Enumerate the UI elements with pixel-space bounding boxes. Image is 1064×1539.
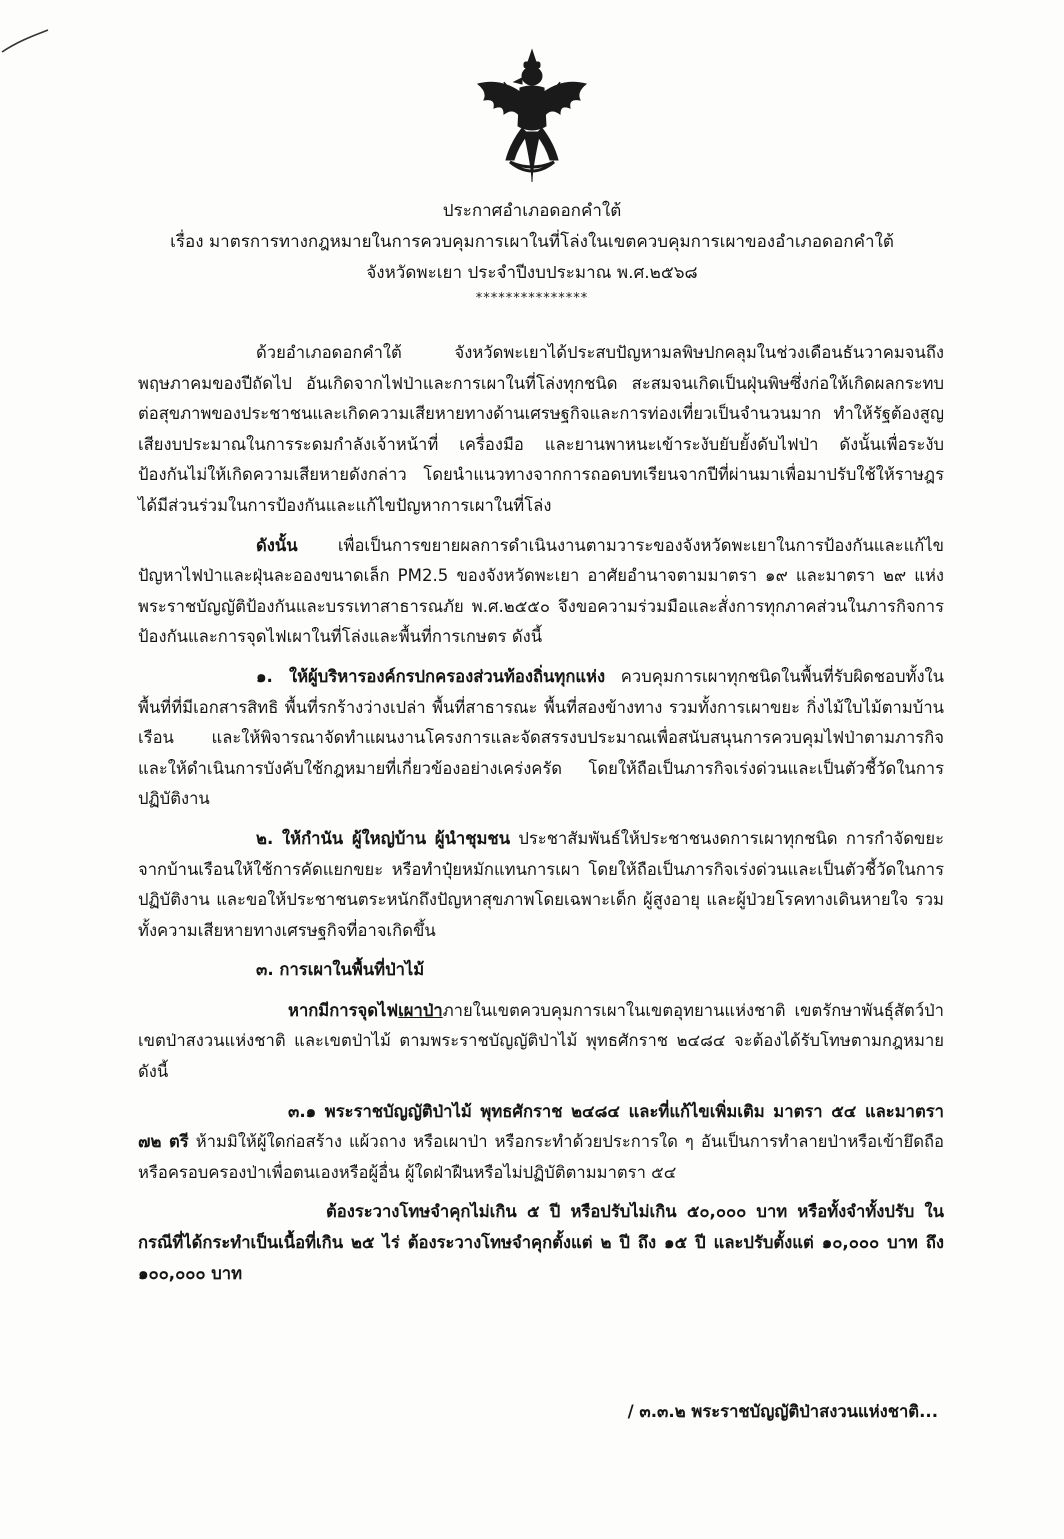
item-3-1 bbox=[138, 1097, 944, 1189]
announcement-subject: เรื่อง มาตรการทางกฎหมายในการควบคุมการเผาในที่โล่งในเขตควบคุมการเผาของอำเภอดอกคำใต้ bbox=[170, 232, 894, 252]
header-separator: *************** bbox=[475, 291, 589, 306]
item-3-lead-underlined: เผาป่า bbox=[398, 1000, 443, 1020]
item-3-1-lead: ๓.๑ พระราชบัญญัติป่าไม้ พุทธศักราช ๒๔๘๔ และที่แก้ไขเพิ่มเติม มาตรา ๕๔ และมาตรา ๗๒ ตรี bbox=[138, 1101, 944, 1152]
announcement-title: ประกาศอำเภอดอกคำใต้ bbox=[442, 201, 622, 221]
announcement-header bbox=[120, 196, 944, 309]
paragraph-2 bbox=[138, 531, 944, 653]
scan-pen-mark bbox=[0, 0, 80, 60]
item-1-lead: ๑. ให้ผู้บริหารองค์กรปกครองส่วนท้องถิ่นทุกแห่ง bbox=[256, 666, 606, 686]
paragraph-2-text: เพื่อเป็นการขยายผลการดำเนินงานตามวาระของจังหวัดพะเยาในการป้องกันและแก้ไขปัญหาไฟป่าและฝุ่นละอองขนาดเล็ก PM2.5 ของจังหวัดพะเยา อาศัยอำนาจตามมาตรา ๑๙ และมาตรา ๒๙ แห่งพระราชบัญญัติป้องกันและบรรเทาสาธารณภัย พ.ศ.๒๕๕๐ จึงขอความร่วมมือและสั่งการทุกภาคส่วนในภารกิจการป้องกันและการจุดไฟเผาในที่โล่งและพื้นที่การเกษตร ดังนี้ bbox=[138, 535, 944, 647]
continuation-note: / ๓.๓.๒ พระราชบัญญัติป่าสงวนแห่งชาติ... bbox=[627, 1402, 938, 1421]
item-2-lead: ๒. ให้กำนัน ผู้ใหญ่บ้าน ผู้นำชุมชน bbox=[256, 828, 511, 848]
penalty-paragraph: ต้องระวางโทษจำคุกไม่เกิน ๕ ปี หรือปรับไม่เกิน ๕๐,๐๐๐ บาท หรือทั้งจำทั้งปรับ ในกรณีที่ได้กระทำเป็นเนื้อที่เกิน ๒๕ ไร่ ต้องระวางโทษจำคุกตั้งแต่ ๒ ปี ถึง ๑๕ ปี และปรับตั้งแต่ ๑๐,๐๐๐ บาท ถึง ๑๐๐,๐๐๐ บาท bbox=[138, 1202, 944, 1283]
item-3-heading: ๓. การเผาในพื้นที่ป่าไม้ bbox=[256, 960, 425, 980]
paragraph-2-lead: ดังนั้น bbox=[256, 535, 298, 555]
garuda-emblem-icon bbox=[470, 48, 594, 188]
item-3-lead: หากมีการจุดไฟ bbox=[288, 1000, 399, 1020]
item-3-text: ภายในเขตควบคุมการเผาในเขตอุทยานแห่งชาติ เขตรักษาพันธุ์สัตว์ป่า เขตป่าสงวนแห่งชาติ และเขตป่าไม้ ตามพระราชบัญญัติป่าไม้ พุทธศักราช ๒๔๘๔ จะต้องได้รับโทษตามกฎหมาย ดังนี้ bbox=[138, 1000, 944, 1082]
item-2-text: ประชาสัมพันธ์ให้ประชาชนงดการเผาทุกชนิด การกำจัดขยะจากบ้านเรือนให้ใช้การคัดแยกขยะ หรือทำปุ๋ยหมักแทนการเผา โดยให้ถือเป็นภารกิจเร่งด่วนและเป็นตัวชี้วัดในการปฏิบัติงาน และขอให้ประชาชนตระหนักถึงปัญหาสุขภาพโดยเฉพาะเด็ก ผู้สูงอายุ และผู้ป่วยโรคทางเดินหายใจ รวมทั้งความเสียหายทางเศรษฐกิจที่อาจเกิดขึ้น bbox=[138, 828, 945, 940]
item-3-paragraph bbox=[138, 996, 944, 1088]
item-3-1-text: ห้ามมิให้ผู้ใดก่อสร้าง แผ้วถาง หรือเผาป่า หรือกระทำด้วยประการใด ๆ อันเป็นการทำลายป่าหรือเข้ายึดถือหรือครอบครองป่าเพื่อตนเองหรือผู้อื่น ผู้ใดฝ่าฝืนหรือไม่ปฏิบัติตามมาตรา ๕๔ bbox=[138, 1132, 944, 1182]
item-1-text: ควบคุมการเผาทุกชนิดในพื้นที่รับผิดชอบทั้งในพื้นที่ที่มีเอกสารสิทธิ พื้นที่รกร้างว่างเปล่า พื้นที่สาธารณะ พื้นที่สองข้างทาง รวมทั้งการเผาขยะ กิ่งไม้ใบไม้ตามบ้านเรือน และให้พิจารณาจัดทำแผนงานโครงการและจัดสรรงบประมาณเพื่อสนับสนุนการควบคุมไฟป่าตามภารกิจ และให้ดำเนินการบังคับใช้กฎหมายที่เกี่ยวข้องอย่างเคร่งครัด โดยให้ถือเป็นภารกิจเร่งด่วนและเป็นตัวชี้วัดในการปฏิบัติงาน bbox=[138, 666, 944, 809]
announcement-body bbox=[138, 338, 944, 1298]
item-1 bbox=[138, 662, 944, 815]
item-2 bbox=[138, 824, 944, 946]
announcement-subject-line2: จังหวัดพะเยา ประจำปีงบประมาณ พ.ศ.๒๕๖๘ bbox=[366, 263, 698, 283]
intro-paragraph: ด้วยอำเภอดอกคำใต้ จังหวัดพะเยาได้ประสบปัญหามลพิษปกคลุมในช่วงเดือนธันวาคมจนถึงพฤษภาคมของปีถัดไป อันเกิดจากไฟป่าและการเผาในที่โล่งทุกชนิด สะสมจนเกิดเป็นฝุ่นพิษซึ่งก่อให้เกิดผลกระทบต่อสุขภาพของประชาชนและเกิดความเสียหายทางด้านเศรษฐกิจและการท่องเที่ยวเป็นจำนวนมาก ทำให้รัฐต้องสูญเสียงบประมาณในการระดมกำลังเจ้าหน้าที่ เครื่องมือ และยานพาหนะเข้าระงับยับยั้งดับไฟป่า ดังนั้นเพื่อระงับป้องกันไม่ให้เกิดความเสียหายดังกล่าว โดยนำแนวทางจากการถอดบทเรียนจากปีที่ผ่านมาเพื่อมาปรับใช้ให้ราษฎรได้มีส่วนร่วมในการป้องกันและแก้ไขปัญหาการเผาในที่โล่ง bbox=[138, 343, 944, 515]
